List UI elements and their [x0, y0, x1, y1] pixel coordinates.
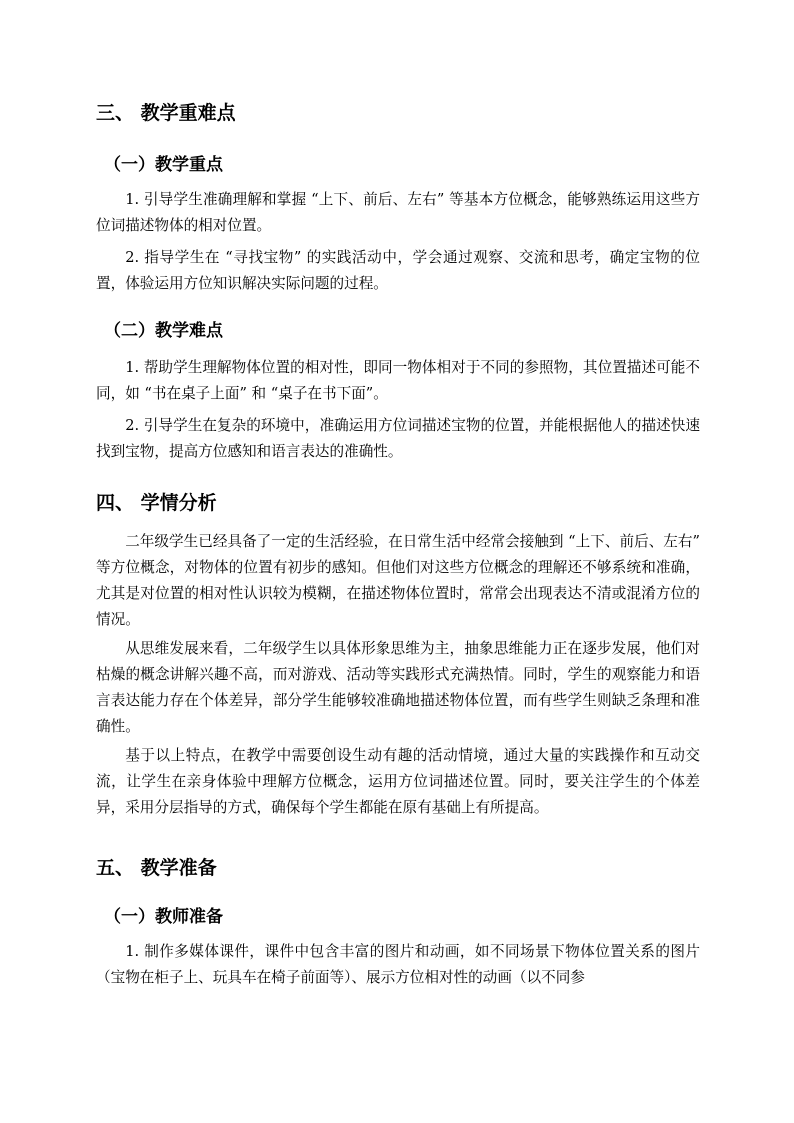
section-4-heading: 四、 学情分析	[96, 492, 217, 514]
section-3-2-paragraph-2: 2. 引导学生在复杂的环境中，准确运用方位词描述宝物的位置，并能根据他人的描述快速找到宝物，提高方位感知和语言表达的准确性。	[96, 417, 700, 460]
section-4-paragraph-1: 二年级学生已经具备了一定的生活经验，在日常生活中经常会接触到 “上下、前后、左右” 等方位概念，对物体的位置有初步的感知。但他们对这些方位概念的理解还不够系统和准确，尤其是对位置的相对性认识较为模糊，在描述物体位置时，常常会出现表达不清或混淆方位的情况。	[96, 533, 700, 628]
section-3-2-heading: （二）教学难点	[104, 321, 223, 341]
section-3-1-heading: （一）教学重点	[104, 155, 223, 175]
section-3-2-paragraph-1: 1. 帮助学生理解物体位置的相对性，即同一物体相对于不同的参照物，其位置描述可能不同，如 “书在桌子上面” 和 “桌子在书下面”。	[96, 359, 700, 402]
section-5-1-heading: （一）教师准备	[104, 907, 223, 927]
section-3-heading: 三、 教学重难点	[96, 102, 236, 124]
section-4-paragraph-3: 基于以上特点，在教学中需要创设生动有趣的活动情境，通过大量的实践操作和互动交流，让学生在亲身体验中理解方位概念，运用方位词描述位置。同时，要关注学生的个体差异，采用分层指导的方式，确保每个学生都能在原有基础上有所提高。	[96, 747, 700, 816]
section-3-1-paragraph-1: 1. 引导学生准确理解和掌握 “上下、前后、左右” 等基本方位概念，能够熟练运用这些方位词描述物体的相对位置。	[96, 191, 700, 234]
section-5-1-paragraph-1: 1. 制作多媒体课件，课件中包含丰富的图片和动画，如不同场景下物体位置关系的图片（宝物在柜子上、玩具车在椅子前面等）、展示方位相对性的动画（以不同参	[96, 943, 700, 986]
section-4-paragraph-2: 从思维发展来看，二年级学生以具体形象思维为主，抽象思维能力正在逐步发展，他们对枯燥的概念讲解兴趣不高，而对游戏、活动等实践形式充满热情。同时，学生的观察能力和语言表达能力存在个体差异，部分学生能够较准确地描述物体位置，而有些学生则缺乏条理和准确性。	[96, 640, 700, 735]
section-5-heading: 五、 教学准备	[96, 857, 217, 879]
section-3-1-paragraph-2: 2. 指导学生在 “寻找宝物” 的实践活动中，学会通过观察、交流和思考，确定宝物的位置，体验运用方位知识解决实际问题的过程。	[96, 249, 700, 292]
